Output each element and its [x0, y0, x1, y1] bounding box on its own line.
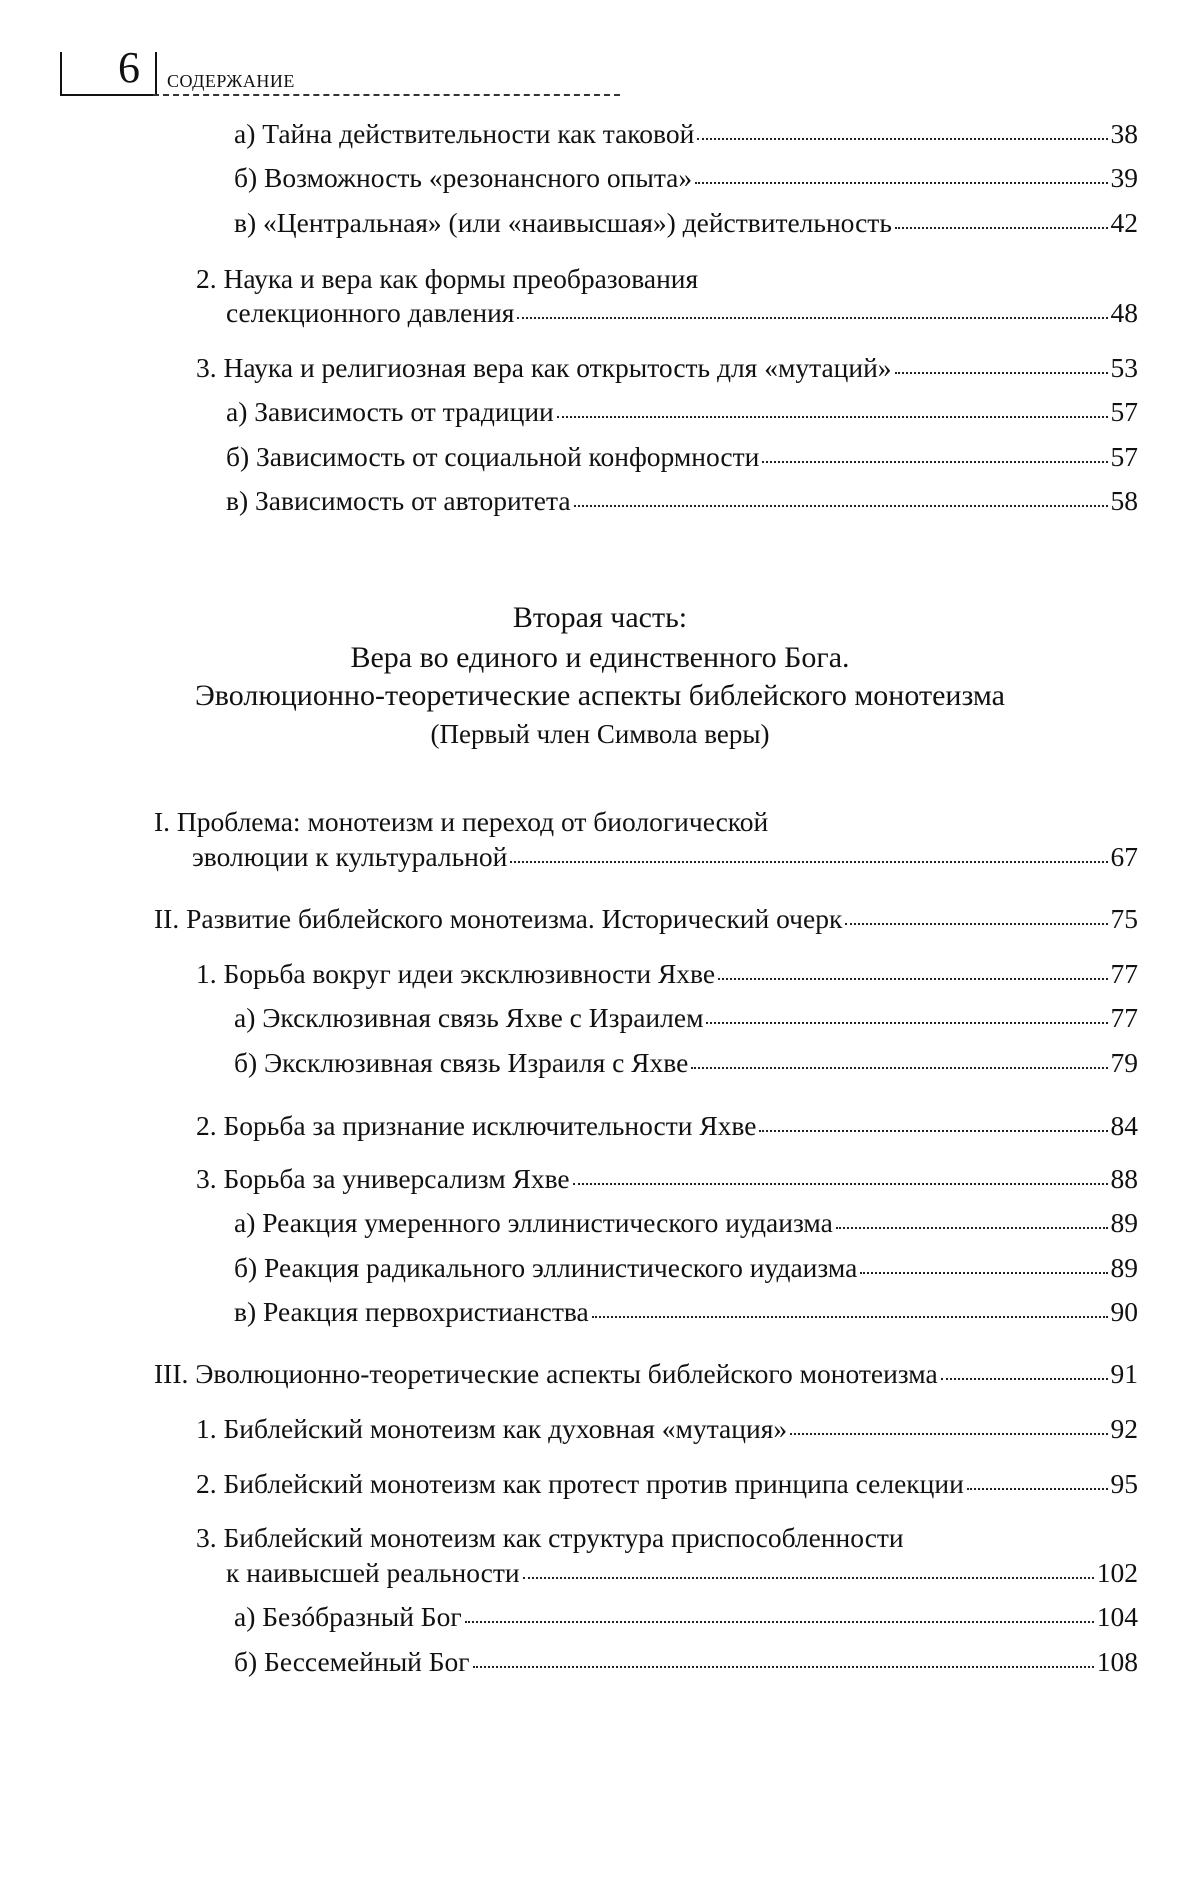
leader-dots	[860, 1260, 1107, 1274]
leader-dots	[706, 1010, 1107, 1024]
leader-dots	[557, 404, 1108, 418]
toc-entry-label: 3. Наука и религиозная вера как открытость для «мутаций»	[196, 352, 892, 383]
header-rule	[153, 94, 620, 96]
toc-entry[interactable]	[196, 351, 1138, 385]
leader-dots	[941, 1366, 1108, 1380]
toc-entry-first-line: 3. Библейский монотеизм как структура приспособленности	[196, 1522, 904, 1553]
toc-entry[interactable]	[234, 206, 1138, 240]
toc-entry-page: 58	[1110, 485, 1138, 516]
toc-entry-label: эволюции к культуральной	[192, 841, 508, 872]
leader-dots	[967, 1476, 1108, 1490]
toc-entry-page: 102	[1096, 1557, 1138, 1588]
part-heading-line2: Вера во единого и единственного Бога.	[350, 641, 850, 674]
leader-dots	[691, 1055, 1107, 1069]
toc-entry-page: 57	[1110, 441, 1138, 472]
toc-entry[interactable]	[196, 1109, 1138, 1143]
leader-dots	[592, 1304, 1108, 1318]
leader-dots	[573, 1171, 1108, 1185]
toc-entry[interactable]	[226, 296, 1138, 330]
leader-dots	[473, 1654, 1094, 1668]
leader-dots	[465, 1609, 1094, 1623]
running-title: СОДЕРЖАНИЕ	[167, 71, 295, 91]
toc-entry-page: 104	[1096, 1601, 1138, 1632]
toc-entry[interactable]	[196, 1467, 1138, 1501]
toc-entry-first-line: I. Проблема: монотеизм и переход от биологической	[154, 806, 769, 837]
toc-entry-label: б) Зависимость от социальной конформности	[226, 441, 760, 472]
toc-entry-label: а) Эксклюзивная связь Яхве с Израилем	[234, 1002, 704, 1033]
toc-entry[interactable]	[234, 117, 1138, 151]
toc-entry[interactable]	[234, 1251, 1138, 1285]
leader-dots	[759, 1118, 1107, 1132]
toc-entry-page: 95	[1110, 1468, 1138, 1499]
page-number: 6	[118, 43, 140, 92]
leader-dots	[790, 1421, 1107, 1435]
toc-entry[interactable]	[234, 1645, 1138, 1679]
toc-entry-page: 84	[1110, 1110, 1138, 1141]
part-heading-line1: Вторая часть:	[512, 601, 688, 634]
toc-entry-label: а) Зависимость от традиции	[226, 396, 554, 427]
toc-entry-label: б) Эксклюзивная связь Израиля с Яхве	[234, 1047, 689, 1078]
toc-entry-label: в) Реакция первохристианства	[234, 1296, 589, 1327]
toc-entry-label: в) «Центральная» (или «наивысшая») действительность	[234, 207, 892, 238]
toc-entry-first-line: 2. Наука и вера как формы преобразования	[196, 263, 699, 294]
leader-dots	[895, 215, 1108, 229]
toc-entry-label: II. Развитие библейского монотеизма. Исторический очерк	[154, 903, 843, 934]
leader-dots	[510, 849, 1107, 863]
leader-dots	[895, 360, 1108, 374]
toc-entry-page: 108	[1096, 1646, 1138, 1677]
toc-entry[interactable]	[226, 395, 1138, 429]
toc-entry[interactable]	[196, 957, 1138, 991]
toc-entry[interactable]	[196, 1162, 1138, 1196]
toc-entry[interactable]	[234, 1046, 1138, 1080]
toc-entry-label: а) Реакция умеренного эллинистического иудаизма	[234, 1207, 833, 1238]
toc-entry-label: 1. Библейский монотеизм как духовная «мутация»	[196, 1413, 788, 1444]
toc-entry-page: 89	[1110, 1252, 1138, 1283]
toc-entry-label: 3. Борьба за универсализм Яхве	[196, 1163, 570, 1194]
toc-entry-page: 57	[1110, 396, 1138, 427]
leader-dots	[845, 911, 1107, 925]
toc-entry-page: 90	[1110, 1296, 1138, 1327]
toc-entry[interactable]	[196, 1412, 1138, 1446]
toc-entry-page: 77	[1110, 958, 1138, 989]
toc-entry[interactable]	[234, 1600, 1138, 1634]
toc-entry[interactable]	[234, 1001, 1138, 1035]
leader-dots	[718, 966, 1107, 980]
toc-entry[interactable]	[234, 161, 1138, 195]
toc-entry-label: б) Бессемейный Бог	[234, 1646, 470, 1677]
toc-entry-page: 79	[1110, 1047, 1138, 1078]
page-number-frame	[60, 52, 157, 96]
toc-entry[interactable]	[226, 484, 1138, 518]
toc-entry-page: 88	[1110, 1163, 1138, 1194]
toc-entry-page: 91	[1110, 1358, 1138, 1389]
part-heading-line4: (Первый член Символа веры)	[430, 719, 770, 749]
toc-entry-page: 89	[1110, 1207, 1138, 1238]
toc-entry-page: 38	[1110, 118, 1138, 149]
toc-entry[interactable]	[154, 902, 1138, 936]
leader-dots	[836, 1215, 1108, 1229]
leader-dots	[517, 305, 1107, 319]
toc-entry[interactable]	[234, 1295, 1138, 1329]
toc-entry-label: в) Зависимость от авторитета	[226, 485, 571, 516]
toc-entry-label: а) Тайна действительности как таковой	[234, 118, 695, 149]
toc-entry[interactable]	[154, 1357, 1138, 1391]
toc-entry-label: 2. Библейский монотеизм как протест против принципа селекции	[196, 1468, 964, 1499]
toc-entry-label: селекционного давления	[226, 297, 515, 328]
toc-entry-page: 75	[1110, 903, 1138, 934]
toc-entry[interactable]	[226, 1556, 1138, 1590]
leader-dots	[762, 449, 1107, 463]
toc-entry-page: 67	[1110, 841, 1138, 872]
leader-dots	[695, 170, 1107, 184]
toc-entry-label: к наивысшей реальности	[226, 1557, 520, 1588]
toc-entry-label: 2. Борьба за признание исключительности Яхве	[196, 1110, 757, 1141]
leader-dots	[697, 126, 1107, 140]
toc-entry-page: 53	[1110, 352, 1138, 383]
toc-entry[interactable]	[234, 1206, 1138, 1240]
toc-entry-page: 39	[1110, 162, 1138, 193]
running-header	[60, 43, 620, 96]
toc-entry-label: III. Эволюционно-теоретические аспекты библейского монотеизма	[154, 1358, 938, 1389]
toc-entry-label: б) Возможность «резонансного опыта»	[234, 162, 693, 193]
toc-entry[interactable]	[226, 440, 1138, 474]
leader-dots	[523, 1565, 1094, 1579]
toc-entry[interactable]	[192, 840, 1138, 874]
toc-entry-label: 1. Борьба вокруг идеи эксклюзивности Яхве	[196, 958, 716, 989]
toc-entry-page: 42	[1110, 207, 1138, 238]
toc-entry-label: б) Реакция радикального эллинистического иудаизма	[234, 1252, 858, 1283]
leader-dots	[574, 493, 1108, 507]
toc-entry-label: а) Безóбразный Бог	[234, 1601, 462, 1632]
toc-entry-page: 77	[1110, 1002, 1138, 1033]
toc-entry-page: 92	[1110, 1413, 1138, 1444]
part-heading-line3: Эволюционно-теоретические аспекты библейского монотеизма	[195, 679, 1005, 712]
toc-entry-page: 48	[1110, 297, 1138, 328]
